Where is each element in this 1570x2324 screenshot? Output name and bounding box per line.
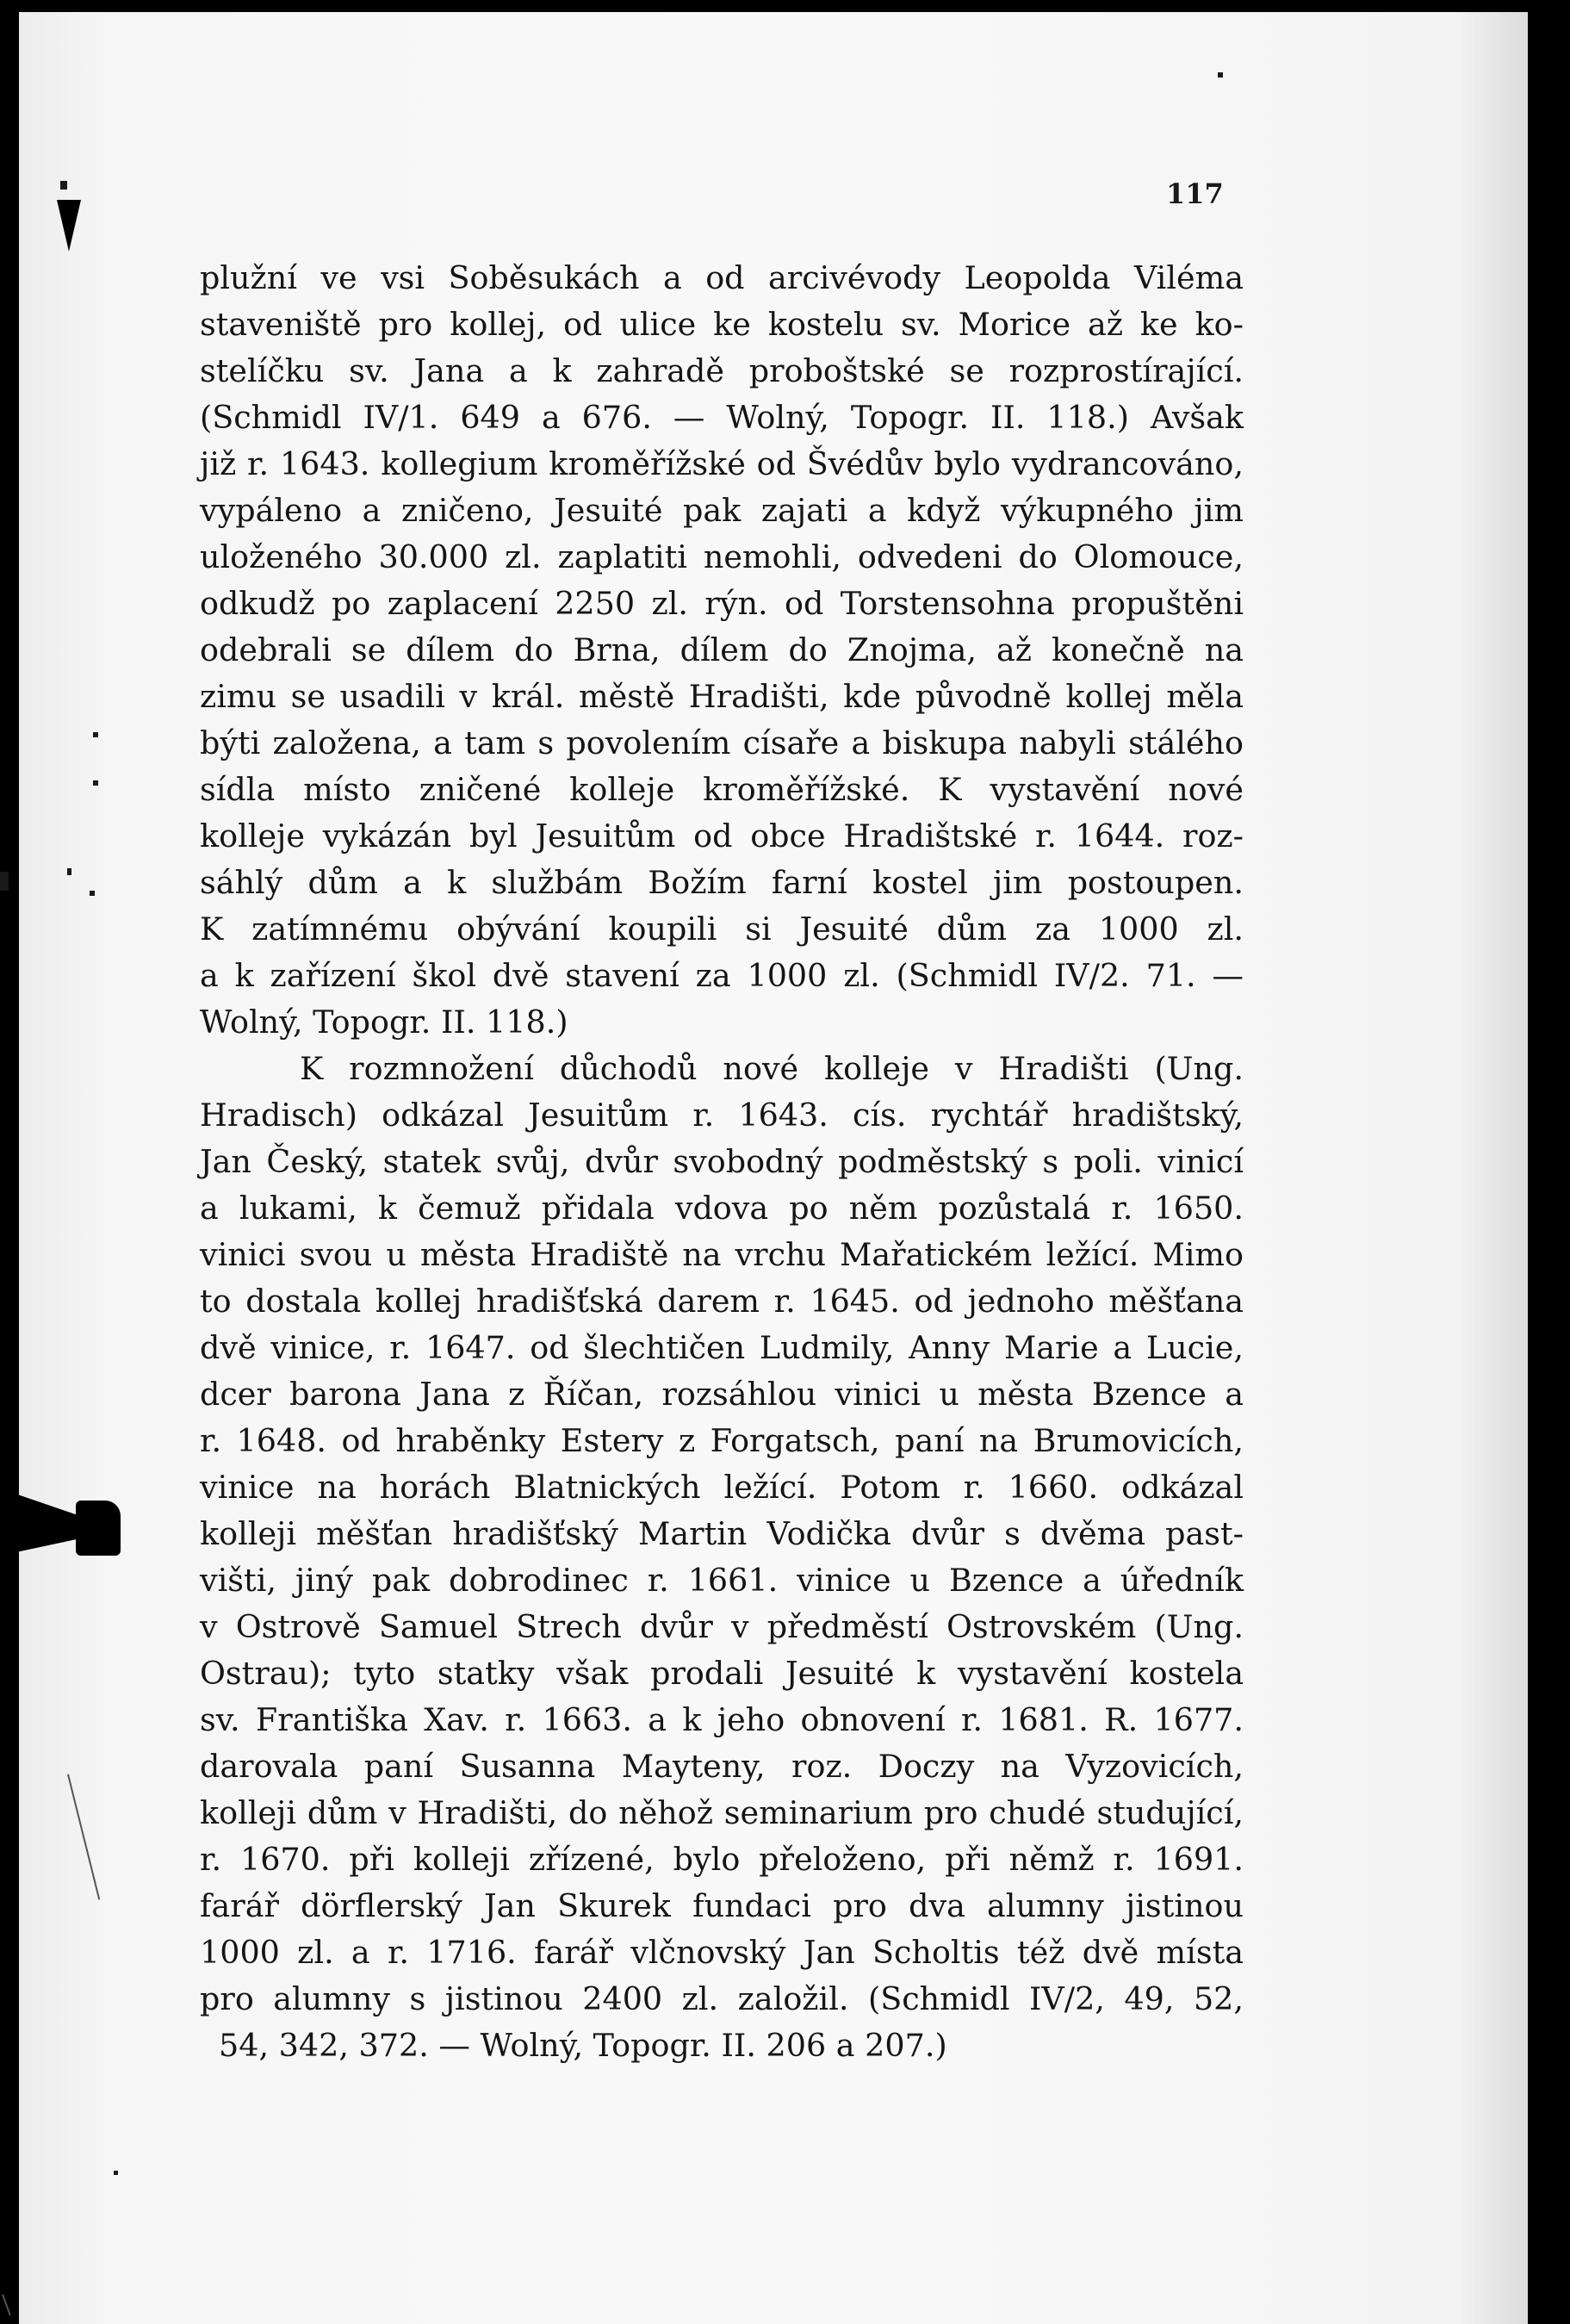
- text-line: a lukami, k čemuž přidala vdova po něm pozůstalá r. 1650.: [200, 1190, 1244, 1227]
- text-line: již r. 1643. kollegium kroměřížské od Švédův bylo vydrancováno,: [200, 445, 1244, 482]
- scan-border-right: [1528, 0, 1570, 2324]
- text-line: odebrali se dílem do Brna, dílem do Znojma, až konečně na: [200, 631, 1244, 668]
- text-line: to dostala kollej hradišťská darem r. 1645. od jednoho měšťana: [200, 1283, 1244, 1320]
- text-line: 1000 zl. a r. 1716. farář vlčnovský Jan Scholtis též dvě místa: [200, 1934, 1244, 1971]
- text-line: v Ostrově Samuel Strech dvůr v předměstí Ostrovském (Ung.: [200, 1608, 1244, 1645]
- text-line: zimu se usadili v král. městě Hradišti, kde původně kollej měla: [200, 678, 1244, 715]
- text-line: višti, jiný pak dobrodinec r. 1661. vinice u Bzence a úředník: [200, 1562, 1244, 1599]
- text-line: Ostrau); tyto statky však prodali Jesuité k vystavění kostela: [200, 1655, 1244, 1692]
- text-line: a k zařízení škol dvě stavení za 1000 zl. (Schmidl IV/2. 71. —: [200, 957, 1244, 994]
- text-line: stelíčku sv. Jana a k zahradě proboštské se rozprostírající.: [200, 352, 1244, 389]
- text-line: dvě vinice, r. 1647. od šlechtičen Ludmily, Anny Marie a Lucie,: [200, 1329, 1244, 1366]
- text-line: kolleji dům v Hradišti, do něhož seminarium pro chudé studující,: [200, 1794, 1244, 1831]
- text-line: pro alumny s jistinou 2400 zl. založil. (Schmidl IV/2, 49, 52,: [200, 1980, 1244, 2017]
- text-line: vypáleno a zničeno, Jesuité pak zajati a když výkupného jim: [200, 492, 1244, 529]
- text-line: staveniště pro kollej, od ulice ke kostelu sv. Morice až ke ko-: [200, 306, 1244, 343]
- text-line: K zatímnému obývání koupili si Jesuité dům za 1000 zl.: [200, 910, 1244, 948]
- text-line: sídla místo zničené kolleje kroměřížské. K vystavění nové: [200, 771, 1244, 808]
- margin-pencil-stroke: [2, 2294, 11, 2315]
- body-text: [200, 255, 1244, 2069]
- margin-dot: [67, 868, 71, 875]
- text-line: r. 1670. při kolleji zřízené, bylo přeloženo, při němž r. 1691.: [200, 1841, 1244, 1878]
- margin-arrow-mark: [57, 200, 81, 252]
- text-line: uloženého 30.000 zl. zaplatiti nemohli, odvedeni do Olomouce,: [200, 538, 1244, 575]
- margin-dot: [0, 872, 9, 891]
- margin-dot: [1218, 72, 1223, 78]
- margin-dot: [90, 891, 95, 896]
- text-line: (Schmidl IV/1. 649 a 676. — Wolný, Topogr. II. 118.) Avšak: [200, 399, 1244, 436]
- text-line: vinice na horách Blatnických ležící. Potom r. 1660. odkázal: [200, 1469, 1244, 1506]
- text-line: sv. Františka Xav. r. 1663. a k jeho obnovení r. 1681. R. 1677.: [200, 1701, 1244, 1738]
- margin-dot: [93, 780, 98, 786]
- text-line: darovala paní Susanna Mayteny, roz. Doczy na Vyzovicích,: [200, 1748, 1244, 1785]
- text-line: plužní ve vsi Soběsukách a od arcivévody Leopolda Viléma: [200, 259, 1244, 296]
- text-line: Wolný, Topogr. II. 118.): [200, 1004, 568, 1041]
- margin-dot: [93, 732, 98, 737]
- margin-flag-blob: [76, 1501, 121, 1556]
- text-line: K rozmnožení důchodů nové kolleje v Hradišti (Ung.: [300, 1050, 1244, 1087]
- text-line: kolleje vykázán byl Jesuitům od obce Hradištské r. 1644. roz-: [200, 817, 1244, 854]
- margin-dot: [114, 2171, 118, 2175]
- text-line: Hradisch) odkázal Jesuitům r. 1643. cís. rychtář hradištský,: [200, 1097, 1244, 1134]
- text-line: farář dörflerský Jan Skurek fundaci pro dva alumny jistinou: [200, 1887, 1244, 1924]
- text-line: Jan Český, statek svůj, dvůr svobodný podměstský s poli. vinicí: [200, 1143, 1244, 1180]
- margin-dot: [60, 181, 67, 190]
- text-line: r. 1648. od hraběnky Estery z Forgatsch, paní na Brumovicích,: [200, 1422, 1244, 1459]
- text-line: 54, 342, 372. — Wolný, Topogr. II. 206 a 207.): [219, 2027, 947, 2064]
- text-line: odkudž po zaplacení 2250 zl. rýn. od Torstensohna propuštěni: [200, 585, 1244, 622]
- page-number: 117: [1166, 177, 1224, 210]
- text-line: sáhlý dům a k službám Božím farní kostel jim postoupen.: [200, 864, 1244, 901]
- text-line: kolleji měšťan hradišťský Martin Vodička dvůr s dvěma past-: [200, 1515, 1244, 1552]
- text-line: býti založena, a tam s povolením císaře a biskupa nabyli stálého: [200, 724, 1244, 761]
- text-line: vinici svou u města Hradiště na vrchu Mařatickém ležící. Mimo: [200, 1236, 1244, 1273]
- text-line: dcer barona Jana z Říčan, rozsáhlou vinici u města Bzence a: [200, 1376, 1244, 1413]
